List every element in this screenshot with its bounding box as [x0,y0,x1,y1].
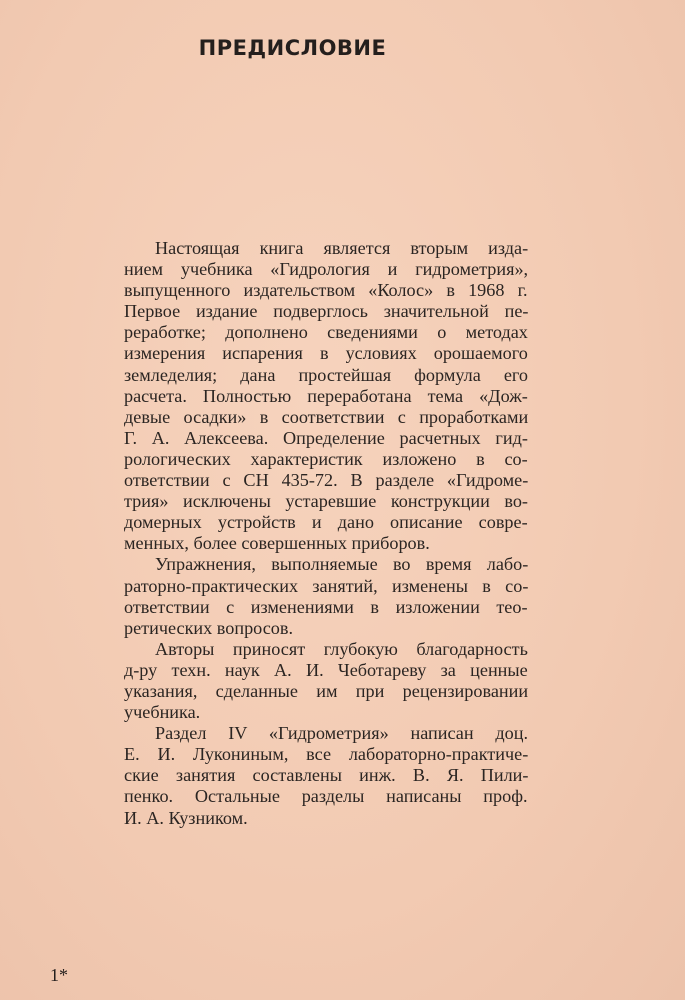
paragraph-2 [124,554,528,638]
text-line: Первое издание подверглось значительной пе- [124,301,529,322]
text-line: измерения испарения в условиях орошаемого [124,343,528,364]
text-line: девые осадки» в соответствии с проработками [124,406,529,427]
text-line: домерных устройств и дано описание совре- [124,512,528,533]
text-line: д-ру техн. наук А. И. Чеботареву за ценные [124,659,528,680]
text-line: пенко. Остальные разделы написаны проф. [124,786,528,807]
text-line: учебника. [124,702,201,723]
text-line: И. А. Кузником. [124,807,248,828]
text-line: Настоящая книга является вторым изда- [155,238,529,258]
text-line: земледелия; дана простейшая формула его [124,364,529,385]
text-line: раторно-практических занятий, изменены в со- [124,575,529,596]
text-line: указания, сделанные им при рецензировании [124,680,529,701]
text-line: Упражнения, выполняемые во время лабо- [155,554,529,575]
preface-text [124,238,528,829]
text-line: Авторы приносят глубокую благодарность [155,638,528,659]
text-line: менных, более совершенных приборов. [124,533,430,554]
text-line: Г. А. Алексеева. Определение расчетных гид- [124,427,528,448]
paragraph-1 [124,238,528,554]
text-line: ретических вопросов. [124,617,294,638]
text-line: выпущенного издательством «Колос» в 1968 г. [124,280,528,301]
paragraph-4 [124,723,528,828]
paragraph-3 [124,639,528,723]
page-title: ПРЕДИСЛОВИЕ [198,36,387,60]
page-number: 1* [50,965,68,985]
text-line: Раздел IV «Гидрометрия» написан доц. [155,723,529,744]
text-line: ответствии с СН 435-72. В разделе «Гидроме- [124,470,529,491]
text-line: ответствии с изменениями в изложении тео- [124,596,528,617]
text-line: Е. И. Лукониным, все лабораторно-практиче- [124,744,529,765]
text-line: реработке; дополнено сведениями о методах [124,322,528,343]
text-line: расчета. Полностью переработана тема «Дож- [124,385,528,406]
text-line: трия» исключены устаревшие конструкции во- [124,491,528,512]
text-line: рологических характеристик изложено в со- [124,448,528,469]
text-line: нием учебника «Гидрология и гидрометрия», [124,259,529,280]
text-line: ские занятия составлены инж. В. Я. Пили- [124,765,529,786]
